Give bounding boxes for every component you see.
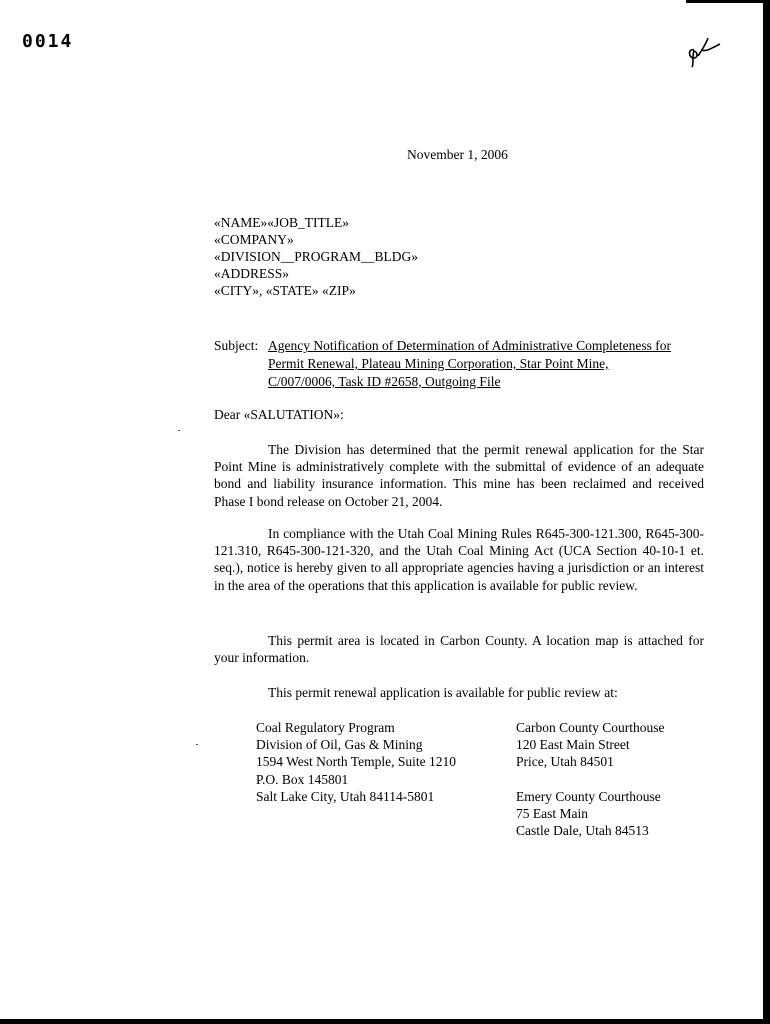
- scan-border-top: [686, 0, 770, 3]
- page-number: 0014: [22, 31, 74, 52]
- scan-speck: [178, 430, 180, 431]
- address-line: «ADDRESS»: [214, 266, 290, 281]
- address-line: «COMPANY»: [214, 232, 294, 247]
- scan-speck: [196, 744, 198, 745]
- location-line: Castle Dale, Utah 84513: [516, 823, 649, 839]
- location-line: 120 East Main Street: [516, 737, 630, 753]
- location-line: 1594 West North Temple, Suite 1210: [256, 754, 456, 770]
- subject-line: C/007/0006, Task ID #2658, Outgoing File: [268, 374, 501, 389]
- location-line: P.O. Box 145801: [256, 771, 349, 787]
- scan-border-right: [763, 0, 770, 1024]
- location-line: Emery County Courthouse: [516, 788, 661, 804]
- subject-line: Agency Notification of Determination of Administrative Completeness for: [268, 338, 672, 353]
- subject-line: Permit Renewal, Plateau Mining Corporation, Star Point Mine,: [268, 356, 609, 371]
- paragraph-text: This permit area is located in Carbon County. A location map is attached for your information.: [214, 633, 704, 666]
- body-paragraph: [214, 632, 704, 666]
- body-paragraph: [214, 684, 704, 701]
- scan-border-bottom: [0, 1019, 770, 1024]
- location-line: Carbon County Courthouse: [516, 720, 665, 735]
- location-line: Coal Regulatory Program: [256, 720, 395, 735]
- location-line: Salt Lake City, Utah 84114-5801: [256, 788, 435, 804]
- address-line: «CITY», «STATE» «ZIP»: [214, 283, 356, 298]
- address-line: «DIVISION__PROGRAM__BLDG»: [214, 249, 419, 264]
- location-line: Price, Utah 84501: [516, 754, 614, 770]
- letter-date: November 1, 2006: [407, 147, 508, 162]
- salutation: Dear «SALUTATION»:: [214, 407, 344, 422]
- address-line: «NAME»«JOB_TITLE»: [214, 215, 349, 230]
- review-location-dogm: [256, 719, 456, 805]
- body-paragraph: [214, 525, 704, 594]
- paragraph-text: The Division has determined that the permit renewal application for the Star Point Mine is administratively complete with the submittal of evidence of an adequate bond and liability insurance information. This mine has been reclaimed and received Phase I bond release on October 21, 2004.: [214, 442, 704, 509]
- subject-text: [268, 337, 671, 391]
- location-line: 75 East Main: [516, 805, 588, 821]
- handwritten-initials-icon: [686, 36, 722, 68]
- review-location-courthouses: [516, 719, 665, 839]
- subject-label: Subject:: [214, 338, 259, 353]
- paragraph-text: This permit renewal application is available for public review at:: [268, 685, 618, 700]
- location-line: Division of Oil, Gas & Mining: [256, 737, 423, 753]
- body-paragraph: [214, 441, 704, 510]
- recipient-address-block: [214, 214, 418, 299]
- paragraph-text: In compliance with the Utah Coal Mining Rules R645-300-121.300, R645-300-121.310, R645-300-121-320, and the Utah Coal Mining Act (UCA Section 40-10-1 et. seq.), notice is hereby given to all appropriate agencies having a jurisdiction or an interest in the area of the operations that this application is available for public review.: [214, 526, 704, 593]
